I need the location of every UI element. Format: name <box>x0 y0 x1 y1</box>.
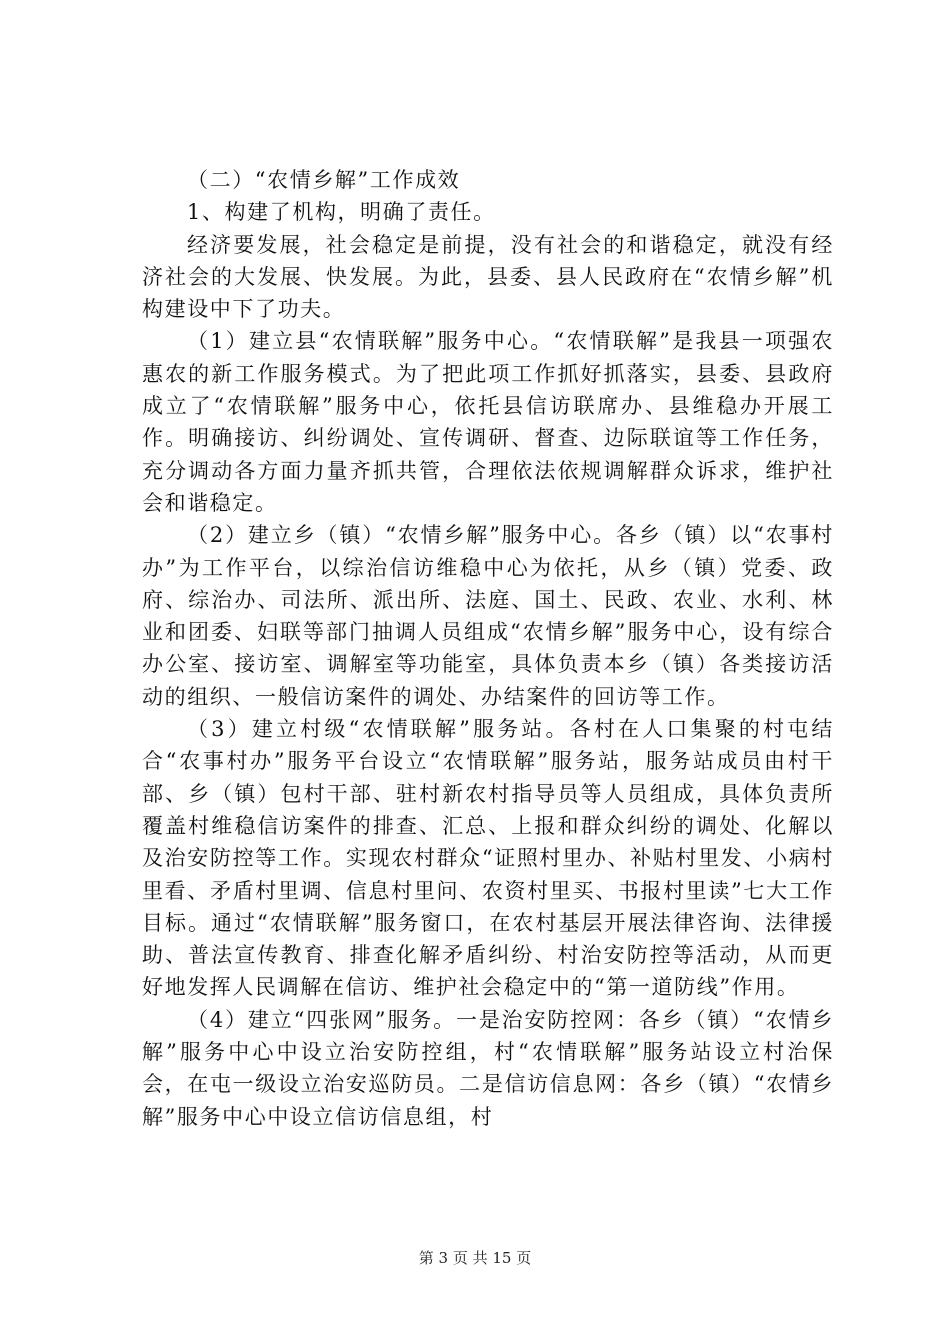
paragraph-intro: 经济要发展，社会稳定是前提，没有社会的和谐稳定，就没有经济社会的大发展、快发展。为此，县委、县人民政府在“农情乡解”机构建设中下了功夫。 <box>142 232 834 322</box>
paragraph-county-center: （1）建立县“农情联解”服务中心。“农情联解”是我县一项强农惠农的新工作服务模式。为了把此项工作抓好抓落实，县委、县政府成立了“农情联解”服务中心，依托县信访联席办、县维稳办开展工作。明确接访、纠纷调处、宣传调研、督查、边际联谊等工作任务，充分调动各方面力量齐抓共管，合理依法依规调解群众诉求，维护社会和谐稳定。 <box>142 329 834 515</box>
section-subheading: 1、构建了机构，明确了责任。 <box>187 200 496 225</box>
section-heading: （二）“农情乡解”工作成效 <box>187 168 461 192</box>
document-body <box>142 158 834 1133</box>
paragraph-four-networks: （4）建立“四张网”服务。一是治安防控网：各乡（镇）“农情乡解”服务中心中设立治安防控组，村“农情联解”服务站设立村治保会，在屯一级设立治安巡防员。二是信访信息网：各乡（镇）“农情乡解”服务中心中设立信访信息组，村 <box>142 1007 834 1129</box>
paragraph-village-station: （3）建立村级“农情联解”服务站。各村在人口集聚的村屯结合“农事村办”服务平台设立“农情联解”服务站，服务站成员由村干部、乡（镇）包村干部、驻村新农村指导员等人员组成，具体负责所覆盖村维稳信访案件的排查、汇总、上报和群众纠纷的调处、化解以及治安防控等工作。实现农村群众“证照村里办、补贴村里发、小病村里看、矛盾村里调、信息村里问、农资村里买、书报村里读”七大工作目标。通过“农情联解”服务窗口，在农村基层开展法律咨询、法律援助、普法宣传教育、排查化解矛盾纠纷、村治安防控等活动，从而更好地发挥人民调解在信访、维护社会稳定中的“第一道防线”作用。 <box>142 717 834 1000</box>
paragraph-township-center: （2）建立乡（镇）“农情乡解”服务中心。各乡（镇）以“农事村办”为工作平台，以综治信访维稳中心为依托，从乡（镇）党委、政府、综治办、司法所、派出所、法庭、国土、民政、农业、水利、林业和团委、妇联等部门抽调人员组成“农情乡解”服务中心，设有综合办公室、接访室、调解室等功能室，具体负责本乡（镇）各类接访活动的组织、一般信访案件的调处、办结案件的回访等工作。 <box>142 523 834 709</box>
page-number-footer: 第 3 页 共 15 页 <box>418 1249 532 1267</box>
